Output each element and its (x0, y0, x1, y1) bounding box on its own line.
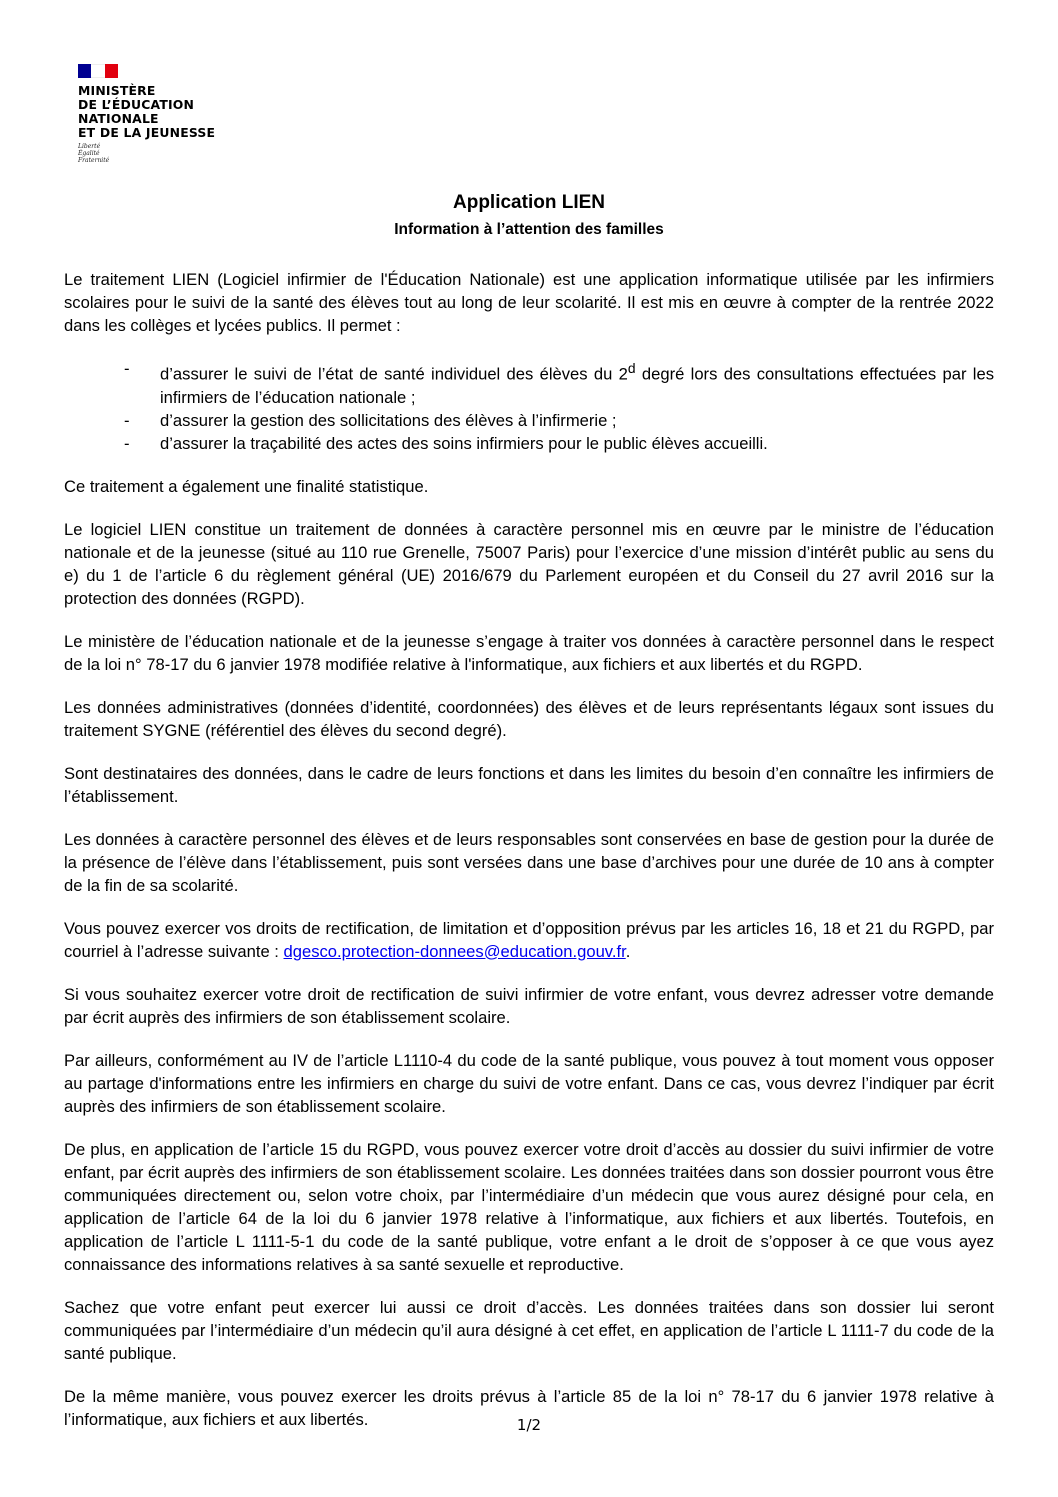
logo-line-4: ET DE LA JEUNESSE (78, 125, 216, 140)
paragraph-child-access: Sachez que votre enfant peut exercer lui aussi ce droit d’accès. Les données traitées dans son dossier lui seront communiquées par l’intermédiaire d’un médecin qu’il aura désigné à cet effet, en application de l’article L 1111-7 du code de la santé publique. (64, 1297, 994, 1363)
motto-egalite: Égalité (78, 150, 100, 157)
paragraph-admin-data: Les données administratives (données d’identité, coordonnées) des élèves et de leurs représentants légaux sont issues du traitement SYGNE (référentiel des élèves du second degré). (64, 697, 994, 740)
rights-end: . (625, 941, 631, 961)
paragraph-retention: Les données à caractère personnel des élèves et de leurs responsables sont conservées en base de gestion pour la durée de la présence de l’élève dans l’établissement, puis sont versées dans une base d’archives pour une durée de 10 ans à compter de la fin de sa scolarité. (64, 829, 994, 895)
list-dash: - (124, 359, 130, 378)
list-item-text: d’assurer le suivi de l’état de santé individuel des élèves du 2 (160, 364, 628, 384)
paragraph-commitment: Le ministère de l’éducation nationale et de la jeunesse s’engage à traiter vos données à caractère personnel dans le respect de la loi n° 78-17 du 6 janvier 1978 modifiée relative à l'informatique, aux fichiers et aux libertés et du RGPD. (64, 631, 994, 674)
rights-text: Vous pouvez exercer vos droits de rectification, de limitation et d’opposition prévus par les articles 16, 18 et 21 du RGPD, par courriel à l’adresse suivante : (64, 918, 994, 961)
paragraph-rectification: Si vous souhaitez exercer votre droit de rectification de suivi infirmier de votre enfant, vous devrez adresser votre demande par écrit auprès des infirmiers de son établissement scolaire. (64, 984, 994, 1027)
paragraph-article-85: De la même manière, vous pouvez exercer les droits prévus à l’article 85 de la loi n° 78-17 du 6 janvier 1978 relative à l’informatique, aux fichiers et aux libertés. (64, 1386, 994, 1429)
document-title: Application LIEN (453, 192, 605, 213)
list-dash: - (124, 410, 130, 430)
logo-line-1: MINISTÈRE (78, 83, 156, 98)
list-item-text: d’assurer la traçabilité des actes des soins infirmiers pour le public élèves accueilli. (160, 433, 768, 453)
republic-motto (78, 143, 248, 164)
document-body (64, 268, 994, 1451)
motto-fraternite: Fraternité (78, 157, 110, 164)
paragraph-access: De plus, en application de l’article 15 du RGPD, vous pouvez exercer votre droit d’accès au dossier du suivi infirmier de votre enfant, par écrit auprès des infirmiers de son établissement scolaire. Les données traitées dans son dossier pourront vous être communiquées directement ou, selon votre choix, par l’intermédiaire d’un médecin que vous aurez désigné pour cela, en application de l’article 64 de la loi du 6 janvier 1978 relative à l’informatique, aux fichiers et aux libertés. Toutefois, en application de l’article L 1111-5-1 du code de la santé publique, votre enfant a le droit de s’opposer à ce que vous ayez connaissance des informations relatives à sa santé sexuelle et reproductive. (64, 1139, 994, 1274)
ministry-logo (78, 64, 248, 164)
paragraph-statistics: Ce traitement a également une finalité statistique. (64, 476, 429, 496)
purpose-list (64, 357, 994, 455)
intro-paragraph: Le traitement LIEN (Logiciel infirmier de l'Éducation Nationale) est une application informatique utilisée par les infirmiers scolaires pour le suivi de la santé des élèves tout au long de leur scolarité. Il est mis en œuvre à compter de la rentrée 2022 dans les collèges et lycées publics. Il permet : (64, 270, 994, 335)
list-dash: - (124, 433, 130, 453)
paragraph-opposition: Par ailleurs, conformément au IV de l’article L1110-4 du code de la santé publique, vous pouvez à tout moment vous opposer au partage d'informations entre les infirmiers en charge du suivi de votre enfant. Dans ce cas, vous devrez l’indiquer par écrit auprès des infirmiers de son établissement scolaire. (64, 1050, 994, 1116)
logo-line-2: DE L’ÉDUCATION (78, 97, 195, 112)
page-number: 1/2 (516, 1416, 542, 1434)
paragraph-rights (64, 917, 994, 963)
logo-line-3: NATIONALE (78, 111, 159, 126)
list-item (124, 409, 994, 432)
document-subtitle: Information à l’attention des familles (394, 221, 664, 238)
motto-liberte: Liberté (78, 143, 101, 150)
ordinal-superscript: d (627, 360, 636, 376)
list-item-text-cont: degré lors des consultations effectuées par les infirmiers de l’éducation nationale ; (160, 364, 994, 407)
list-item-text: d’assurer la gestion des sollicitations des élèves à l’infirmerie ; (160, 410, 617, 430)
french-flag-icon (78, 64, 118, 78)
paragraph-recipients: Sont destinataires des données, dans le cadre de leurs fonctions et dans les limites du besoin d’en connaître les infirmiers de l’établissement. (64, 763, 994, 806)
list-item (124, 357, 994, 409)
contact-email-link[interactable]: dgesco.protection-donnees@education.gouv.fr (283, 941, 626, 961)
paragraph-controller: Le logiciel LIEN constitue un traitement de données à caractère personnel mis en œuvre par le ministre de l’éducation nationale et de la jeunesse (situé au 110 rue Grenelle, 75007 Paris) pour l’exercice d’une mission d’intérêt public au sens du e) du 1 de l’article 6 du règlement général (UE) 2016/679 du Parlement européen et du Conseil du 27 avril 2016 sur la protection des données (RGPD). (64, 519, 994, 608)
list-item (124, 432, 994, 455)
